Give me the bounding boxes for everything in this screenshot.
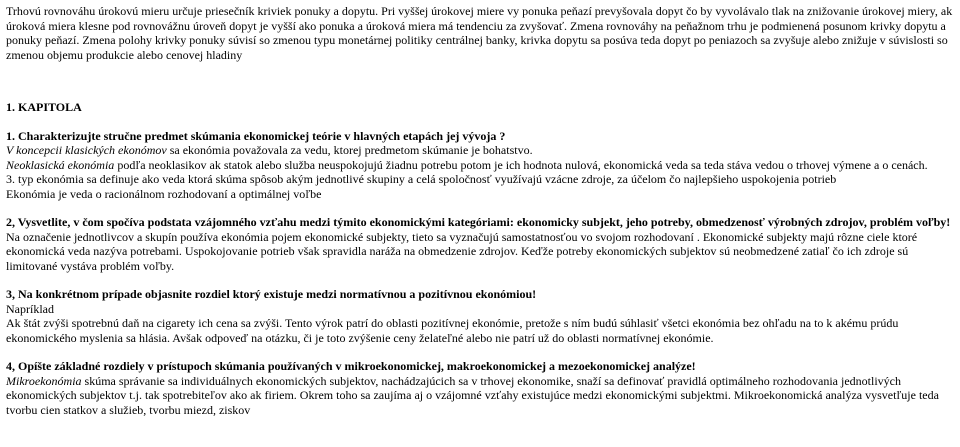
answer-1-line-1 xyxy=(6,143,954,158)
question-2: 2, Vysvetlite, v čom spočíva podstata vzájomného vzťahu medzi týmito ekonomickými kategóriami: ekonomicky subjekt, jeho potreby, obmedzenosť výrobných zdrojov, problém voľby! xyxy=(6,215,951,229)
term-neoclassical: Neoklasická ekonómia xyxy=(6,157,115,172)
section-1 xyxy=(6,129,954,202)
question-1: 1. Charakterizujte stručne predmet skúmania ekonomickej teórie v hlavných etapách jej vývoja ? xyxy=(6,128,506,143)
answer-4 xyxy=(6,374,954,418)
section-2 xyxy=(6,215,954,273)
term-classical: V koncepcii klasických ekonómov xyxy=(6,143,167,157)
answer-1-line-3: 3. typ ekonómia sa definuje ako veda ktorá skúma spôsob akým jednotlivé skupiny a celá spoločnosť využívajú vzácne zdroje, za účelom čo najlepšieho uspokojenia potrieb xyxy=(6,172,837,186)
answer-4-text: skúma správanie sa individuálnych ekonomických subjektov, nachádzajúcich sa v trhovej ekonomike, snaží sa definovať pravidlá optimálneho rozhodovania jednotlivých ekonomických subjektov t.j. tak spotrebiteľov ako ak firiem. Okrem toho sa zaujíma aj o vzájomné vzťahy existujúce medzi ekonomickými subjektmi. Mikroekonomická analýza vysvetľuje teda tvorbu cien statkov a služieb, tvorbu miezd, ziskov xyxy=(6,373,939,417)
answer-1-line-2-text: podľa neoklasikov ak statok alebo služba neuspokojujú žiadnu potrebu potom je ich hodnota nulová, ekonomická veda sa teda stáva vedou o trhovej výmene a o cenách. xyxy=(114,157,928,172)
section-4 xyxy=(6,359,954,417)
section-3 xyxy=(6,287,954,345)
answer-3-label: Napríklad xyxy=(6,301,54,316)
answer-1-line-2 xyxy=(6,158,954,173)
answer-1-line-1-text: sa ekonómia považovala za vedu, ktorej predmetom skúmanie je bohatstvo. xyxy=(166,143,533,157)
intro-paragraph: Trhovú rovnováhu úrokovú mieru určuje priesečník kriviek ponuky a dopytu. Pri vyššej úrokovej miere vy ponuka peňazí prevyšovala dopyt čo by vyvolávalo tlak na znižovanie úrokovej miery, ak úroková miera klesne pod rovnovážnu úroveň dopyt je vyšší ako ponuka a úroková miera má tendenciu za zvyšovať. Zmena rovnováhy na peňažnom trhu je podmienená posunom krivky dopytu a ponuky peňazí. Zmena polohy krivky ponuky súvisí so zmenou typu monetárnej politiky centrálnej banky, krivka dopytu sa posúva teda dopyt po peniazoch sa zvyšuje alebo znižuje v súvislosti so zmenou objemu produkcie alebo cenovej hladiny xyxy=(6,4,953,62)
answer-1-line-4: Ekonómia je veda o racionálnom rozhodovaní a optimálnej voľbe xyxy=(6,186,322,201)
question-3: 3, Na konkrétnom prípade objasnite rozdiel ktorý existuje medzi normatívnou a pozitívnou ekonómiou! xyxy=(6,287,537,301)
answer-3: Ak štát zvýši spotrebnú daň na cigarety ich cena sa zvýši. Tento výrok patrí do oblasti pozitívnej ekonómie, pretože s ním budú súhlasiť všetci ekonómia bez ohľadu na to k akému prúdu ekonomického myslenia sa hlásia. Avšak odpoveď na otázku, či je toto zvýšenie ceny želateľné alebo nie patrí už do oblasti normatívnej ekonómie. xyxy=(6,316,899,345)
term-microeconomics: Mikroekonómia xyxy=(6,373,82,388)
answer-2: Na označenie jednotlivcov a skupín používa ekonómia pojem ekonomické subjekty, tieto sa vyznačujú samostatnosťou vo svojom rozhodovaní . Ekonomické subjekty majú rôzne ciele ktoré ekonomická veda nazýva potrebami. Uspokojovanie potrieb však spravidla naráža na obmedzenie zdrojov. Keďže potreby ekonomických subjektov sú neobmedzené zatiaľ čo ich zdroje sú limitované vystáva problém voľby. xyxy=(6,229,918,273)
chapter-heading: 1. KAPITOLA xyxy=(6,100,82,114)
question-4: 4, Opíšte základné rozdiely v prístupoch skúmania používaných v mikroekonomickej, makroekonomickej a mezoekonomickej analýze! xyxy=(6,359,696,373)
